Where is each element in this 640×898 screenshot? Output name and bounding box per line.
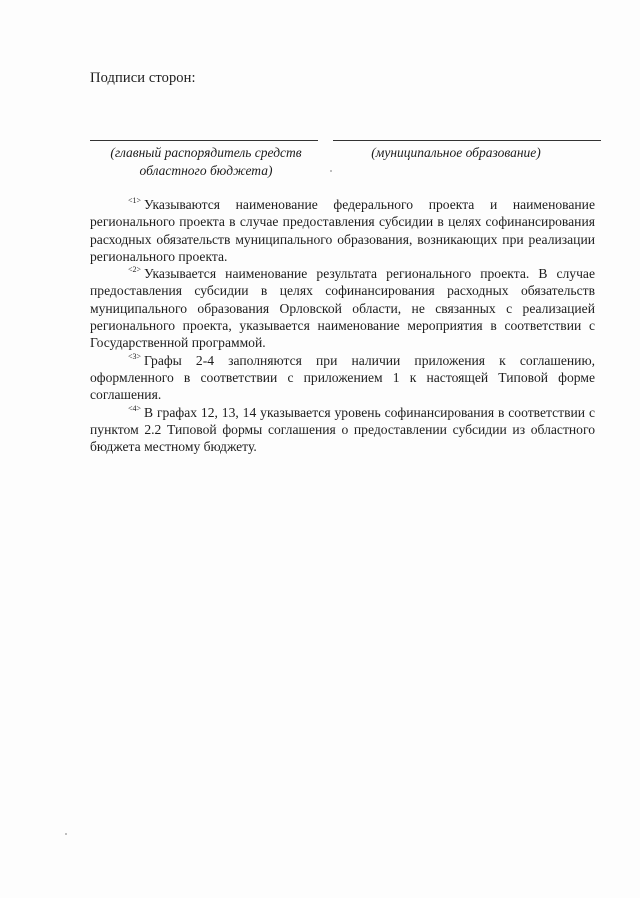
signature-caption-right: (муниципальное образование): [371, 145, 541, 160]
footnote-text: В графах 12, 13, 14 указывается уровень софинансирования в соответствии с пунктом 2.2 Типовой формы соглашения о предоставлении субсидии из областного бюджета местному бюджету.: [90, 404, 595, 455]
signature-line-left: [90, 140, 318, 141]
footnote-marker: <2>: [128, 265, 142, 275]
scan-speck: [330, 170, 332, 172]
footnote-marker: <1>: [128, 196, 142, 205]
footnote: [90, 196, 595, 265]
footnote-text: Графы 2-4 заполняются при наличии приложения к соглашению, оформленного в соответствии с приложением 1 к настоящей Типовой форме соглашения.: [90, 352, 595, 403]
page-heading: Подписи сторон:: [90, 70, 196, 86]
footnotes: [90, 196, 595, 455]
footnote-text: Указываются наименование федерального проекта и наименование регионального проекта в случае предоставления субсидии в целях софинансирования расходных обязательств муниципального образования, возникающих при реализации регионального проекта.: [90, 197, 595, 264]
footnote: [90, 352, 595, 404]
footnote-marker: <4>: [128, 403, 142, 413]
signature-line-right: [333, 140, 601, 141]
footnote-text: Указывается наименование результата регионального проекта. В случае предоставления субсидии в целях софинансирования расходных обязательств муниципального образования Орловской области, не связанных с реализацией регионального проекта, указывается наименование мероприятия в соответствии с Государственной программой.: [90, 266, 595, 351]
footnote-marker: <3>: [128, 351, 142, 361]
signature-caption-left: (главный распорядитель средств областного бюджета): [110, 145, 302, 178]
scan-speck: [65, 833, 67, 835]
footnote: [90, 265, 595, 351]
footnote: [90, 404, 595, 456]
